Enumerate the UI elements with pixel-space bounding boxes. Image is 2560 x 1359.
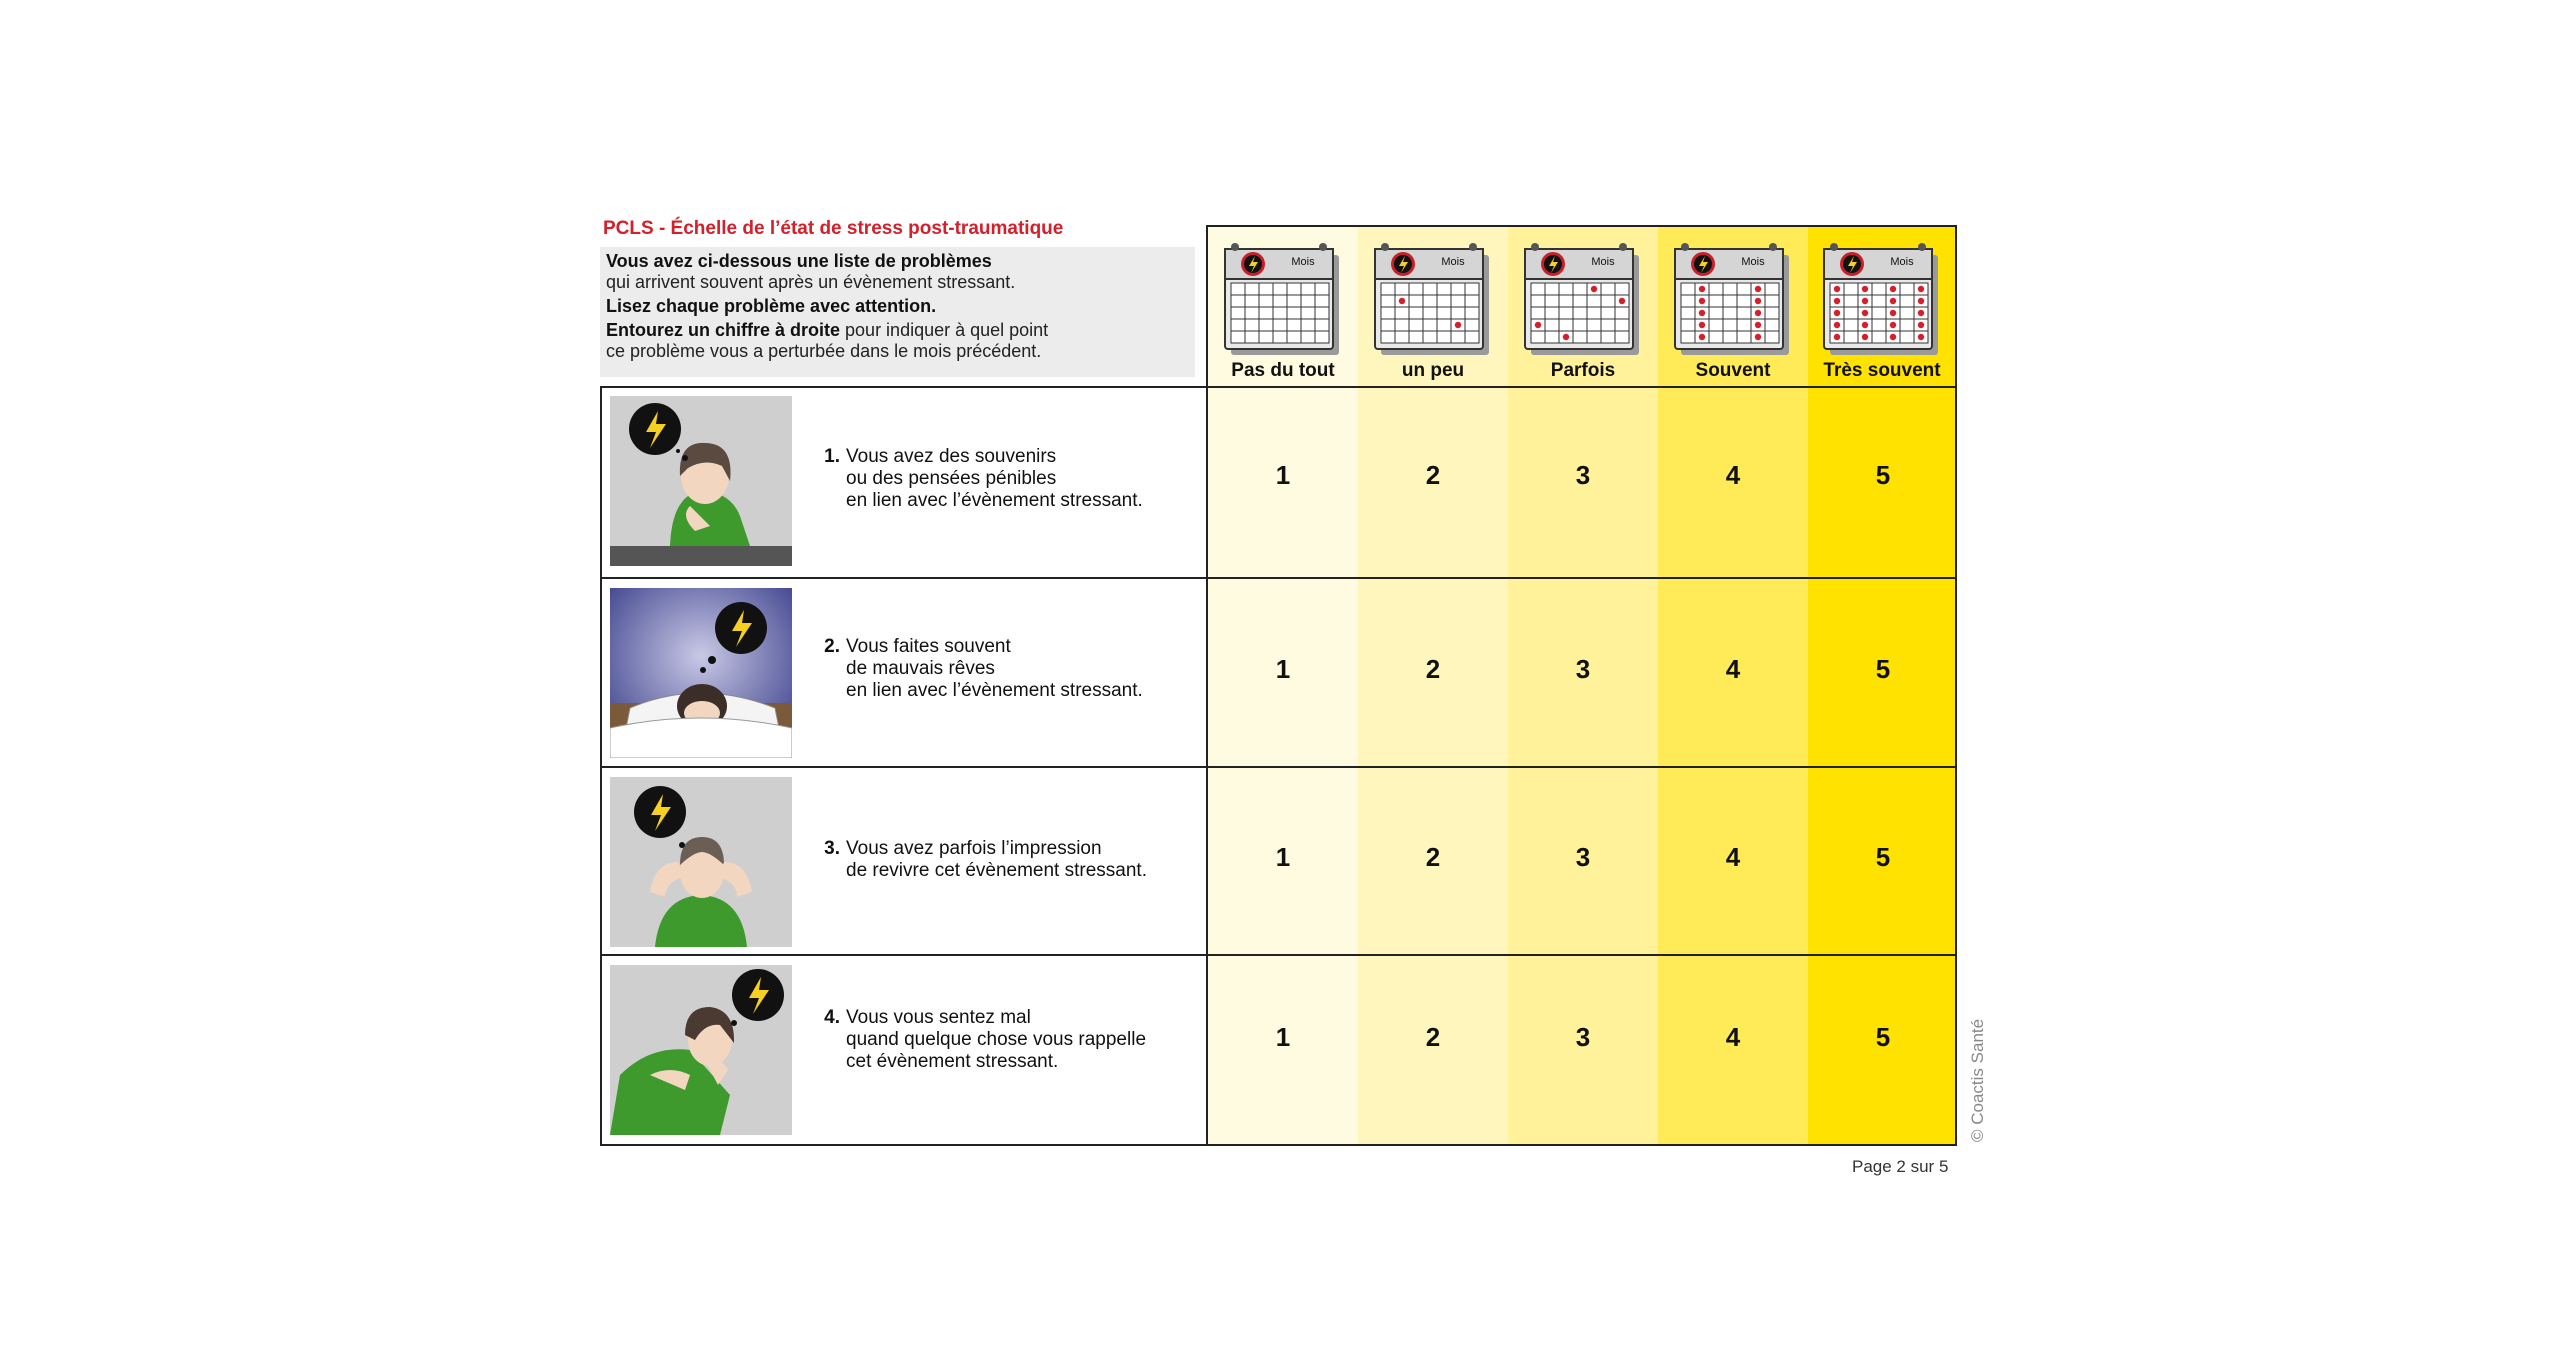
scale-label-4: Souvent <box>1695 360 1771 381</box>
score-option-item-2-1[interactable]: 1 <box>1275 654 1291 684</box>
score-option-item-4-5[interactable]: 5 <box>1875 1022 1891 1052</box>
thinking-woman-icon <box>610 396 792 566</box>
document-title: PCLS - Échelle de l’état de stress post-traumatique <box>603 218 1064 239</box>
score-option-item-1-1[interactable]: 1 <box>1275 460 1291 490</box>
scale-label-1: Pas du tout <box>1231 360 1335 381</box>
row-divider <box>600 577 1957 579</box>
score-option-item-2-3[interactable]: 3 <box>1575 654 1591 684</box>
scale-label-5: Très souvent <box>1823 360 1941 381</box>
row-divider <box>600 954 1957 956</box>
instruction-2: Lisez chaque problème avec attention. <box>606 296 937 316</box>
calendar-month-label: Mois <box>1591 256 1615 268</box>
score-option-item-4-1[interactable]: 1 <box>1275 1022 1291 1052</box>
score-option-item-3-4[interactable]: 4 <box>1725 842 1741 872</box>
hands-on-head-icon <box>610 777 792 947</box>
scale-header-frame <box>1206 225 1957 388</box>
score-option-item-2-4[interactable]: 4 <box>1725 654 1741 684</box>
item-3-text: 3. Vous avez parfois l’impression de revivre cet évènement stressant. <box>824 838 1147 881</box>
score-option-item-3-5[interactable]: 5 <box>1875 842 1891 872</box>
score-option-item-4-2[interactable]: 2 <box>1425 1022 1441 1052</box>
calendar-month-label: Mois <box>1741 256 1765 268</box>
distressed-woman-icon <box>610 965 792 1135</box>
calendar-month-label: Mois <box>1890 256 1914 268</box>
score-option-item-1-4[interactable]: 4 <box>1725 460 1741 490</box>
nightmare-bed-icon <box>610 588 792 758</box>
score-option-item-4-4[interactable]: 4 <box>1725 1022 1741 1052</box>
score-option-item-3-2[interactable]: 2 <box>1425 842 1441 872</box>
score-option-item-3-3[interactable]: 3 <box>1575 842 1591 872</box>
calendar-month-label: Mois <box>1441 256 1465 268</box>
item-4-text: 4. Vous vous sentez mal quand quelque chose vous rappelle cet évènement stressant. <box>824 1007 1147 1072</box>
score-option-item-2-5[interactable]: 5 <box>1875 654 1891 684</box>
score-option-item-1-5[interactable]: 5 <box>1875 460 1891 490</box>
scale-label-3: Parfois <box>1550 360 1616 381</box>
score-option-item-4-3[interactable]: 3 <box>1575 1022 1591 1052</box>
score-option-item-3-1[interactable]: 1 <box>1275 842 1291 872</box>
instructions-box <box>600 247 1195 377</box>
instruction-1: Vous avez ci-dessous une liste de problèmes qui arrivent souvent après un évènement stressant. <box>606 251 1016 292</box>
item-2-text: 2. Vous faites souvent de mauvais rêves en lien avec l’évènement stressant. <box>824 636 1143 701</box>
score-option-item-2-2[interactable]: 2 <box>1425 654 1441 684</box>
score-option-item-1-2[interactable]: 2 <box>1425 460 1441 490</box>
page-number: Page 2 sur 5 <box>1852 1157 1949 1176</box>
score-option-item-1-3[interactable]: 3 <box>1575 460 1591 490</box>
row-divider <box>600 766 1957 768</box>
instruction-3: Entourez un chiffre à droite pour indiquer à quel point ce problème vous a perturbée dans le mois précédent. <box>606 320 1049 361</box>
item-1-text: 1. Vous avez des souvenirs ou des pensées pénibles en lien avec l’évènement stressant. <box>824 446 1143 511</box>
copyright-notice: © Coactis Santé <box>1968 1018 1987 1142</box>
calendar-month-label: Mois <box>1291 256 1315 268</box>
scale-label-2: un peu <box>1401 360 1465 381</box>
